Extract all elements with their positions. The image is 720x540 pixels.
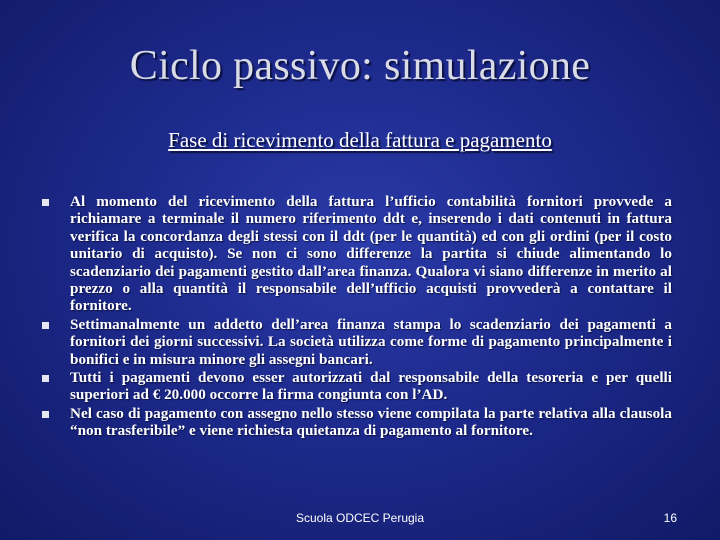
bullet-text: Tutti i pagamenti devono esser autorizzati dal responsabile della tesoreria e per quelli superiori ad € 20.000 occorre la firma congiunta con l’AD.	[70, 369, 672, 404]
page-number: 16	[663, 511, 677, 525]
bullet-text: Settimanalmente un addetto dell’area finanza stampa lo scadenziario dei pagamenti a fornitori dei giorni successivi. La società utilizza come forme di pagamento principalmente i bonifici e in misura minore gli assegni bancari.	[70, 315, 672, 368]
bullet-item	[40, 369, 672, 404]
square-bullet-icon	[42, 322, 49, 329]
bullet-list	[40, 193, 672, 441]
footer-text: Scuola ODCEC Perugia	[295, 511, 425, 525]
bullet-text: Nel caso di pagamento con assegno nello stesso viene compilata la parte relativa alla clausola “non trasferibile” e viene richiesta quietanza di pagamento al fornitore.	[70, 404, 672, 440]
slide-title: Ciclo passivo: simulazione	[129, 43, 591, 89]
bullet-item	[40, 316, 672, 368]
square-bullet-icon	[42, 411, 49, 418]
slide-subtitle: Fase di ricevimento della fattura e pagamento	[168, 128, 552, 152]
square-bullet-icon	[42, 375, 49, 382]
bullet-item	[40, 405, 672, 440]
square-bullet-icon	[42, 199, 49, 206]
bullet-item	[40, 193, 672, 315]
bullet-text: Al momento del ricevimento della fattura l’ufficio contabilità fornitori provvede a richiamare a terminale il numero riferimento ddt e, inserendo i dati contenuti in fattura verifica la concordanza degli stessi con il ddt (per le quantità) ed con gli ordini (per il costo unitario di acquisto). Se non ci sono differenze la partita si chiude alimentando lo scadenziario dei pagamenti gestito dall’area finanza. Qualora vi siano differenze in merito al prezzo o alla quantità il responsabile dell’ufficio acquisti provvederà a contattare il fornitore.	[70, 193, 672, 315]
